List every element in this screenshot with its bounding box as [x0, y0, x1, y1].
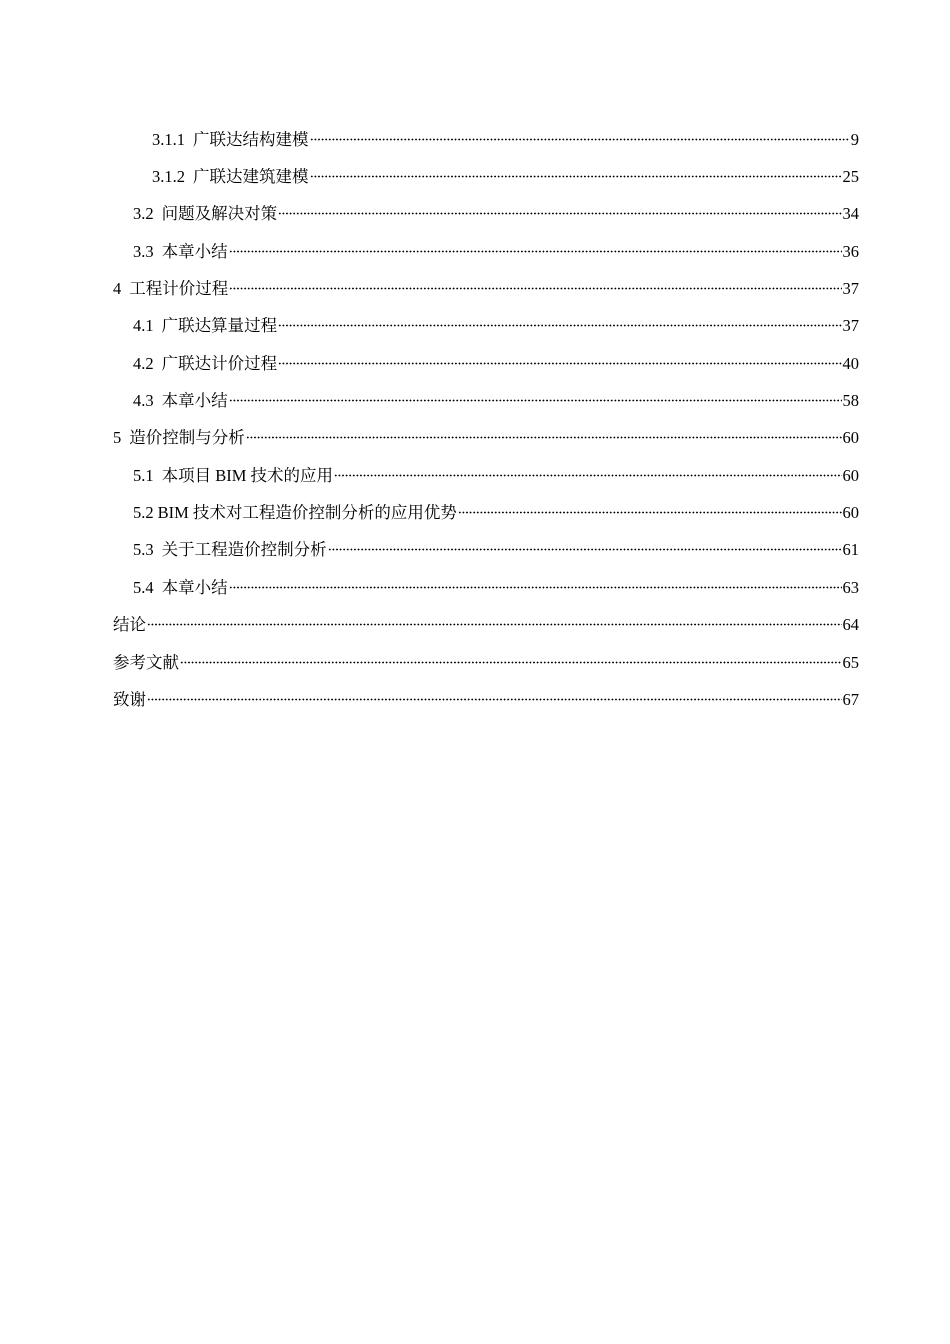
- dot-leader: [229, 569, 842, 593]
- toc-entry-page: 34: [842, 204, 859, 223]
- toc-entry-conclusion[interactable]: [113, 606, 859, 634]
- dot-leader: [310, 121, 850, 145]
- dot-leader: [229, 270, 841, 294]
- toc-entry-references[interactable]: [113, 644, 859, 672]
- toc-entry-title: [133, 464, 333, 488]
- dot-leader: [278, 345, 841, 369]
- toc-entry-4-3[interactable]: [133, 382, 859, 410]
- dot-leader: [334, 457, 841, 481]
- dot-leader: [310, 158, 842, 182]
- toc-entry-number: 5: [113, 428, 122, 447]
- toc-entry-text: 致谢: [113, 690, 146, 709]
- toc-entry-text: 造价控制与分析: [129, 428, 245, 447]
- toc-entry-3-2[interactable]: [133, 195, 859, 223]
- dot-leader: [278, 307, 841, 331]
- toc-entry-number: 4.2: [133, 354, 154, 373]
- toc-entry-page: 60: [842, 466, 859, 485]
- toc-entry-4[interactable]: [113, 270, 859, 298]
- toc-entry-page: 60: [842, 503, 859, 522]
- toc-entry-number: 5.1: [133, 466, 154, 485]
- toc-entry-page: 40: [842, 354, 859, 373]
- toc-entry-number: 3.1.1: [152, 130, 185, 149]
- toc-entry-text: 广联达计价过程: [161, 354, 278, 373]
- toc-entry-title: [133, 501, 457, 525]
- toc-entry-number: 5.4: [133, 578, 154, 597]
- toc-entry-title: [133, 352, 277, 376]
- toc-entry-title: [113, 688, 146, 712]
- toc-entry-number: 5.2: [133, 503, 154, 522]
- toc-entry-page: 67: [842, 690, 859, 709]
- toc-entry-5-2[interactable]: [133, 494, 859, 522]
- toc-entry-text: 广联达建筑建模: [193, 167, 309, 186]
- toc-entry-number: 4.3: [133, 391, 154, 410]
- toc-entry-text: 本项目 BIM 技术的应用: [161, 466, 334, 485]
- toc-entry-5[interactable]: [113, 419, 859, 447]
- toc-entry-5-1[interactable]: [133, 457, 859, 485]
- toc-entry-page: 25: [842, 167, 859, 186]
- toc-entry-text: 本章小结: [161, 242, 228, 261]
- toc-entry-title: [133, 389, 228, 413]
- toc-entry-number: 5.3: [133, 540, 154, 559]
- toc-entry-5-4[interactable]: [133, 569, 859, 597]
- toc-entry-5-3[interactable]: [133, 531, 859, 559]
- toc-entry-text: 结论: [113, 615, 146, 634]
- toc-entry-title: [133, 202, 277, 226]
- toc-entry-page: 63: [842, 578, 859, 597]
- dot-leader: [229, 233, 842, 257]
- toc-entry-number: 3.1.2: [152, 167, 185, 186]
- toc-entry-title: [133, 538, 327, 562]
- toc-entry-page: 36: [842, 242, 859, 261]
- toc-entry-title: [133, 314, 277, 338]
- toc-entry-3-3[interactable]: [133, 233, 859, 261]
- dot-leader: [278, 195, 841, 219]
- toc-entry-text: 参考文献: [113, 653, 179, 672]
- toc-entry-4-2[interactable]: [133, 345, 859, 373]
- dot-leader: [246, 419, 842, 443]
- dot-leader: [147, 606, 842, 630]
- toc-entry-title: [152, 165, 309, 189]
- toc-entry-text: 关于工程造价控制分析: [161, 540, 327, 559]
- toc-entry-text: 工程计价过程: [129, 279, 229, 298]
- dot-leader: [147, 681, 842, 705]
- toc-entry-page: 65: [842, 653, 859, 672]
- toc-entry-title: [133, 576, 228, 600]
- toc-entry-page: 60: [842, 428, 859, 447]
- dot-leader: [229, 382, 842, 406]
- toc-entry-number: 4.1: [133, 316, 154, 335]
- toc-entry-3-1-1[interactable]: [152, 121, 859, 149]
- toc-entry-title: [113, 651, 179, 675]
- dot-leader: [328, 531, 842, 555]
- toc-entry-number: 4: [113, 279, 122, 298]
- toc-entry-4-1[interactable]: [133, 307, 859, 335]
- toc-entry-text: BIM 技术对工程造价控制分析的应用优势: [157, 503, 457, 522]
- toc-entry-number: 3.2: [133, 204, 154, 223]
- toc-entry-page: 9: [850, 130, 859, 149]
- toc-entry-title: [133, 240, 228, 264]
- toc-entry-3-1-2[interactable]: [152, 158, 859, 186]
- toc-entry-text: 本章小结: [161, 391, 228, 410]
- toc-entry-text: 问题及解决对策: [161, 204, 278, 223]
- toc-entry-title: [152, 128, 309, 152]
- toc-entry-title: [113, 613, 146, 637]
- toc-entry-acknowledgements[interactable]: [113, 681, 859, 709]
- toc-entry-page: 37: [842, 316, 859, 335]
- toc-entry-number: 3.3: [133, 242, 154, 261]
- dot-leader: [180, 644, 842, 668]
- dot-leader: [458, 494, 842, 518]
- toc-entry-page: 61: [842, 540, 859, 559]
- toc-entry-page: 37: [842, 279, 859, 298]
- toc-entry-text: 广联达算量过程: [161, 316, 278, 335]
- toc-entry-title: [113, 426, 245, 450]
- toc-entry-page: 64: [842, 615, 859, 634]
- toc-entry-text: 广联达结构建模: [193, 130, 309, 149]
- toc-entry-page: 58: [842, 391, 859, 410]
- toc-entry-text: 本章小结: [161, 578, 228, 597]
- toc-entry-title: [113, 277, 228, 301]
